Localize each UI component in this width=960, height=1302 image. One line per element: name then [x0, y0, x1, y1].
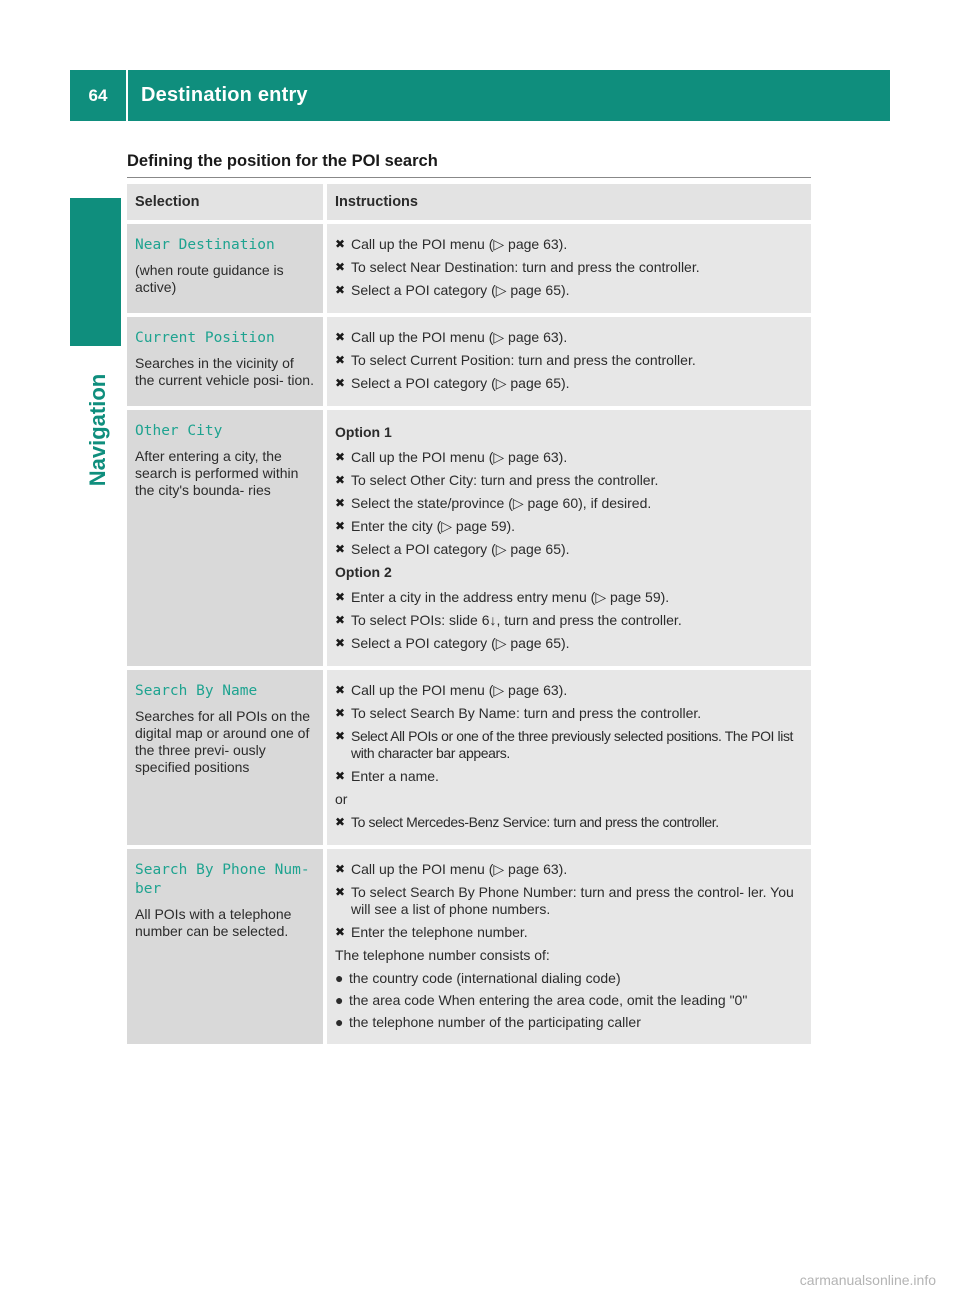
- instructions-cell: [323, 224, 811, 313]
- instruction-step: [335, 449, 805, 466]
- step-text: Enter the telephone number.: [351, 924, 528, 940]
- step-text: To select Search By Name: turn and press the controller.: [351, 705, 702, 721]
- step-text: Call up the POI menu (▷ page 63).: [351, 329, 568, 345]
- bullet-text: the country code (international dialing code): [349, 970, 621, 986]
- instruction-step: [335, 861, 805, 878]
- instruction-step: [335, 282, 805, 299]
- instruction-step: [335, 518, 805, 535]
- step-arrow-icon: ✖: [335, 473, 346, 487]
- instruction-step: [335, 259, 805, 276]
- step-arrow-icon: ✖: [335, 237, 346, 251]
- instructions-cell: [323, 849, 811, 1044]
- selection-cell: [127, 670, 323, 845]
- instruction-step: [335, 589, 805, 606]
- table-row: [127, 224, 811, 313]
- instruction-step: [335, 635, 805, 652]
- instruction-step: [335, 682, 805, 699]
- bullet-icon: ●: [335, 970, 344, 986]
- chapter-title: Destination entry: [141, 84, 308, 106]
- instruction-step: [335, 884, 805, 918]
- step-text: To select POIs: slide 6↓, turn and press the controller.: [351, 612, 682, 628]
- step-text: Select a POI category (▷ page 65).: [351, 282, 570, 298]
- step-text: Enter a name.: [351, 768, 439, 784]
- instruction-step: [335, 352, 805, 369]
- bullet-item: [335, 992, 805, 1009]
- table-row: [127, 410, 811, 666]
- watermark: carmanualsonline.info: [799, 1272, 936, 1288]
- instruction-step: [335, 768, 805, 785]
- instructions-cell: [323, 670, 811, 845]
- selection-name: Other City: [135, 423, 223, 439]
- step-text: Call up the POI menu (▷ page 63).: [351, 449, 568, 465]
- step-arrow-icon: ✖: [335, 496, 346, 510]
- selection-cell: [127, 317, 323, 406]
- step-arrow-icon: ✖: [335, 450, 346, 464]
- bullet-text: the telephone number of the participating caller: [349, 1014, 641, 1030]
- step-arrow-icon: ✖: [335, 283, 346, 297]
- instruction-step: [335, 472, 805, 489]
- or-text: or: [335, 791, 348, 807]
- instruction-step: [335, 612, 805, 629]
- step-arrow-icon: ✖: [335, 862, 346, 876]
- side-tab-label: Navigation: [85, 373, 110, 487]
- step-arrow-icon: ✖: [335, 519, 346, 533]
- selection-description: (when route guidance is active): [135, 262, 284, 295]
- selection-description: Searches in the vicinity of the current vehicle posi- tion.: [135, 355, 314, 388]
- step-text: To select Current Position: turn and press the controller.: [351, 352, 696, 368]
- step-arrow-icon: ✖: [335, 376, 346, 390]
- side-tab-block: [70, 198, 121, 346]
- instruction-step: [335, 814, 805, 831]
- step-arrow-icon: ✖: [335, 815, 345, 829]
- page-number: 64: [88, 85, 108, 105]
- instruction-step: [335, 495, 805, 512]
- step-arrow-icon: ✖: [335, 636, 346, 650]
- step-text: Select All POIs or one of the three previously selected positions. The POI list with character bar appears.: [351, 728, 794, 761]
- step-arrow-icon: ✖: [335, 683, 346, 697]
- header-divider: [126, 70, 128, 121]
- bullet-icon: ●: [335, 1014, 344, 1030]
- step-arrow-icon: ✖: [335, 590, 346, 604]
- step-text: Call up the POI menu (▷ page 63).: [351, 682, 568, 698]
- step-text: Enter the city (▷ page 59).: [351, 518, 516, 534]
- selection-name: Search By Name: [135, 683, 258, 699]
- step-text: Enter a city in the address entry menu (▷ page 59).: [351, 589, 670, 605]
- title-rule: [127, 177, 811, 178]
- bullet-text: the area code When entering the area code, omit the leading "0": [349, 992, 748, 1008]
- consists-text: The telephone number consists of:: [335, 947, 550, 963]
- instruction-step: [335, 541, 805, 558]
- bullet-item: [335, 970, 805, 987]
- column-header-instructions: Instructions: [323, 184, 811, 220]
- step-text: Select a POI category (▷ page 65).: [351, 375, 570, 391]
- step-text: Select a POI category (▷ page 65).: [351, 635, 570, 651]
- instruction-step: [335, 924, 805, 941]
- selection-name: Search By Phone Num- ber: [135, 862, 310, 897]
- step-arrow-icon: ✖: [335, 925, 346, 939]
- selection-description: Searches for all POIs on the digital map or around one of the three previ- ously specified positions: [135, 708, 311, 775]
- instructions-cell: [323, 410, 811, 666]
- selection-cell: [127, 224, 323, 313]
- table-row: [127, 317, 811, 406]
- step-arrow-icon: ✖: [335, 729, 345, 743]
- selection-cell: [127, 849, 323, 1044]
- step-arrow-icon: ✖: [335, 613, 346, 627]
- step-arrow-icon: ✖: [335, 885, 346, 899]
- option-2-label: Option 2: [335, 564, 392, 580]
- step-arrow-icon: ✖: [335, 330, 346, 344]
- column-header-selection: Selection: [127, 184, 323, 220]
- step-text: Call up the POI menu (▷ page 63).: [351, 236, 568, 252]
- instruction-step: [335, 375, 805, 392]
- selection-cell: [127, 410, 323, 666]
- instruction-step: [335, 236, 805, 253]
- instruction-step: [335, 705, 805, 722]
- step-arrow-icon: ✖: [335, 769, 346, 783]
- bullet-item: [335, 1014, 805, 1031]
- step-arrow-icon: ✖: [335, 353, 346, 367]
- table-header-row: [127, 184, 811, 220]
- step-text: Call up the POI menu (▷ page 63).: [351, 861, 568, 877]
- option-1-label: Option 1: [335, 424, 392, 440]
- selection-description: After entering a city, the search is performed within the city's bounda- ries: [135, 448, 299, 498]
- step-text: Select a POI category (▷ page 65).: [351, 541, 570, 557]
- step-text: To select Search By Phone Number: turn and press the control- ler. You will see a list of phone numbers.: [351, 884, 794, 917]
- step-text: To select Near Destination: turn and press the controller.: [351, 259, 700, 275]
- step-arrow-icon: ✖: [335, 706, 346, 720]
- table-row: [127, 670, 811, 845]
- step-text: To select Mercedes-Benz Service: turn and press the controller.: [351, 814, 719, 830]
- selection-name: Current Position: [135, 330, 275, 346]
- selection-description: All POIs with a telephone number can be selected.: [135, 906, 292, 939]
- step-text: Select the state/province (▷ page 60), if desired.: [351, 495, 652, 511]
- side-tab: [84, 360, 112, 500]
- bullet-icon: ●: [335, 992, 344, 1008]
- selection-name: Near Destination: [135, 237, 275, 253]
- step-arrow-icon: ✖: [335, 260, 346, 274]
- step-text: To select Other City: turn and press the controller.: [351, 472, 659, 488]
- instruction-step: [335, 329, 805, 346]
- section-title: Defining the position for the POI search: [127, 152, 438, 170]
- poi-position-table: [127, 184, 811, 1048]
- step-arrow-icon: ✖: [335, 542, 346, 556]
- table-row: [127, 849, 811, 1044]
- instructions-cell: [323, 317, 811, 406]
- instruction-step: [335, 728, 805, 762]
